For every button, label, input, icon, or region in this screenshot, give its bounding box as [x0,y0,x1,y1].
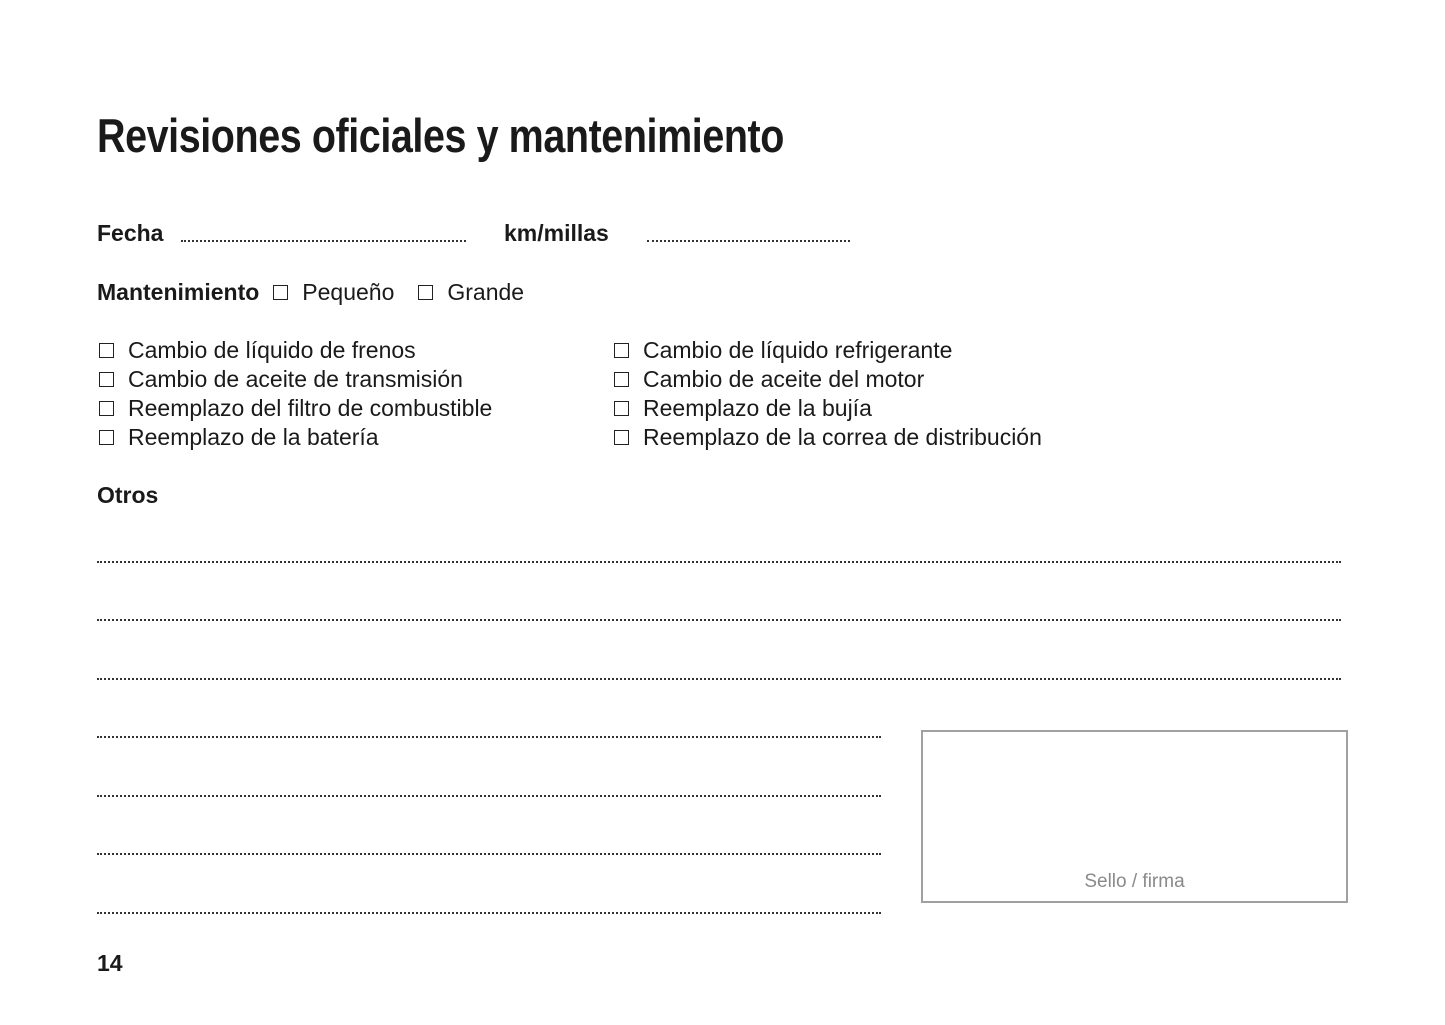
others-line[interactable] [97,853,881,855]
date-field[interactable] [181,240,466,242]
maintenance-label: Mantenimiento [97,279,260,305]
page-number: 14 [97,950,123,976]
checkbox-icon[interactable] [99,343,114,358]
others-line[interactable] [97,912,881,914]
checklist-item[interactable]: Cambio de aceite de transmisión [99,365,492,394]
checkbox-icon[interactable] [614,372,629,387]
checkbox-icon[interactable] [614,401,629,416]
others-line[interactable] [97,795,881,797]
others-line[interactable] [97,678,1341,680]
checklist-item[interactable]: Cambio de aceite del motor [614,365,1042,394]
km-field[interactable] [647,240,850,242]
maintenance-option-large[interactable]: Grande [418,278,524,307]
checkbox-icon[interactable] [418,285,433,300]
page-title: Revisiones oficiales y mantenimiento [97,109,784,162]
checkbox-icon[interactable] [99,430,114,445]
checklist-right [614,336,1042,452]
others-line[interactable] [97,736,881,738]
checkbox-icon[interactable] [614,343,629,358]
checklist-item[interactable]: Reemplazo del filtro de combustible [99,394,492,423]
checklist-item[interactable]: Cambio de líquido refrigerante [614,336,1042,365]
checkbox-icon[interactable] [99,372,114,387]
checklist-item[interactable]: Reemplazo de la correa de distribución [614,423,1042,452]
others-line[interactable] [97,619,1341,621]
stamp-label: Sello / firma [1084,871,1185,892]
stamp-signature-box[interactable] [921,730,1348,903]
checklist-item[interactable]: Reemplazo de la batería [99,423,492,452]
checkbox-icon[interactable] [273,285,288,300]
date-label: Fecha [97,220,164,246]
km-label: km/millas [504,220,609,246]
others-label: Otros [97,482,159,508]
checkbox-icon[interactable] [99,401,114,416]
others-line[interactable] [97,561,1341,563]
checkbox-icon[interactable] [614,430,629,445]
checklist-left [99,336,492,452]
checklist-item[interactable]: Reemplazo de la bujía [614,394,1042,423]
maintenance-option-small[interactable]: Pequeño [273,278,394,307]
checklist-item[interactable]: Cambio de líquido de frenos [99,336,492,365]
